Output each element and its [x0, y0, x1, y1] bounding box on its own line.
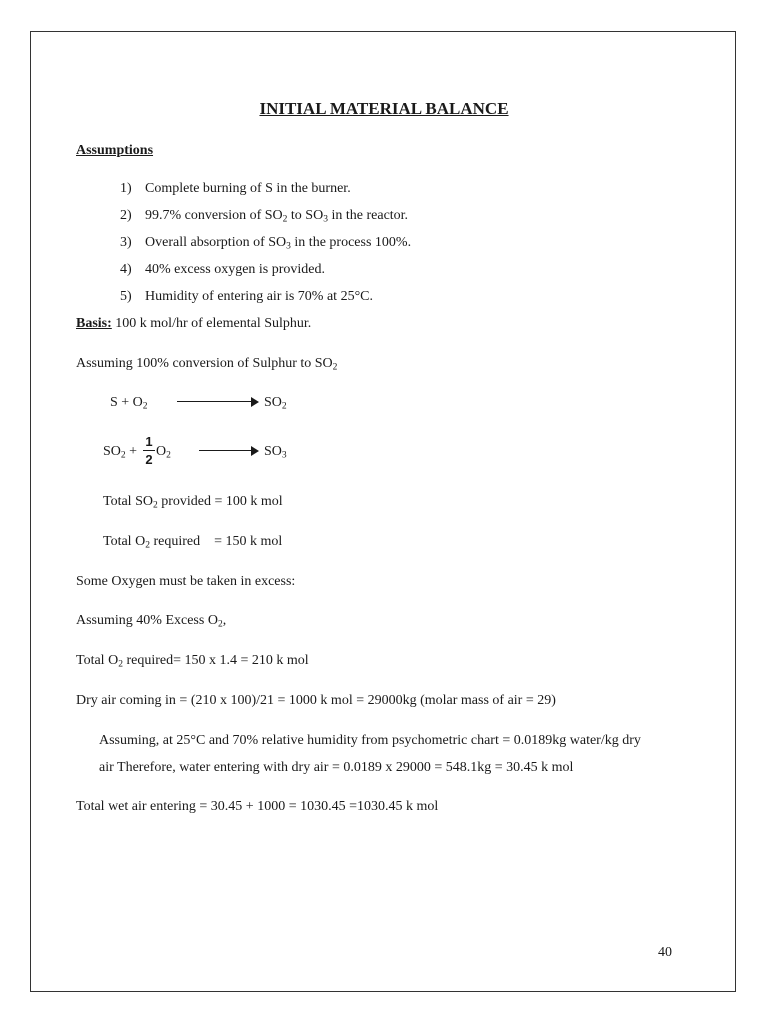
assumption-item: Humidity of entering air is 70% at 25°C. [145, 289, 374, 304]
assumption-number: 4) [120, 262, 132, 277]
assumption-number: 2) [120, 208, 132, 223]
assumption-number: 5) [120, 289, 132, 304]
excess-line: Some Oxygen must be taken in excess: [76, 574, 296, 589]
total-o2-required-line: Total $O_2$ required= 150 x 1.4 = 210 k mol [76, 653, 309, 670]
total-o2-line: Total $O_2$ required = 150 k mol [103, 534, 283, 551]
reaction-1-product: $SO_2$ [264, 395, 287, 412]
dry-air-line: Dry air coming in = (210 x 100)/21 = 1000 k mol = 29000kg (molar mass of air = 29) [76, 693, 556, 708]
assumption-number: 1) [120, 181, 132, 196]
basis-line: Basis: 100 k mol/hr of elemental Sulphur. [76, 316, 312, 331]
reaction-2-reactant-a: $SO_2$ + [103, 444, 138, 461]
fraction-one-half: 1 2 [143, 435, 155, 466]
assumption-item: Overall absorption of $SO_3$ in the process 100%. [145, 235, 412, 252]
assumption-number: 3) [120, 235, 132, 250]
humidity-line-2: air Therefore, water entering with dry air = 0.0189 x 29000 = 548.1kg = 30.45 k mol [99, 760, 574, 775]
assume-excess-line: Assuming 40% Excess $O_2$, [76, 613, 227, 630]
assumption-item: Complete burning of S in the burner. [145, 181, 351, 196]
conversion-line: Assuming 100% conversion of Sulphur to $SO_2$ [76, 356, 338, 373]
page-border [30, 31, 736, 992]
reaction-arrow-icon [177, 397, 259, 407]
page-title: INITIAL MATERIAL BALANCE [259, 99, 509, 118]
basis-label: Basis: [76, 316, 112, 331]
total-so2-line: Total $SO_2$ provided = 100 k mol [103, 494, 283, 511]
assumptions-heading: Assumptions [76, 143, 154, 158]
assumption-item: 99.7% conversion of $SO_2$ to $SO_3$ in the reactor. [145, 208, 409, 225]
page-number: 40 [658, 945, 672, 960]
humidity-line-1: Assuming, at 25°C and 70% relative humidity from psychometric chart = 0.0189kg water/kg dry [99, 733, 641, 748]
total-wet-air-line: Total wet air entering = 30.45 + 1000 = 1030.45 =1030.45 k mol [76, 799, 439, 814]
reaction-2-reactant-b: $O_2$ [156, 444, 171, 461]
assumption-item: 40% excess oxygen is provided. [145, 262, 326, 277]
reaction-arrow-icon [199, 446, 259, 456]
reaction-1-reactants: $S + O_2$ [110, 395, 148, 412]
reaction-2-product: $SO_3$ [264, 444, 287, 461]
